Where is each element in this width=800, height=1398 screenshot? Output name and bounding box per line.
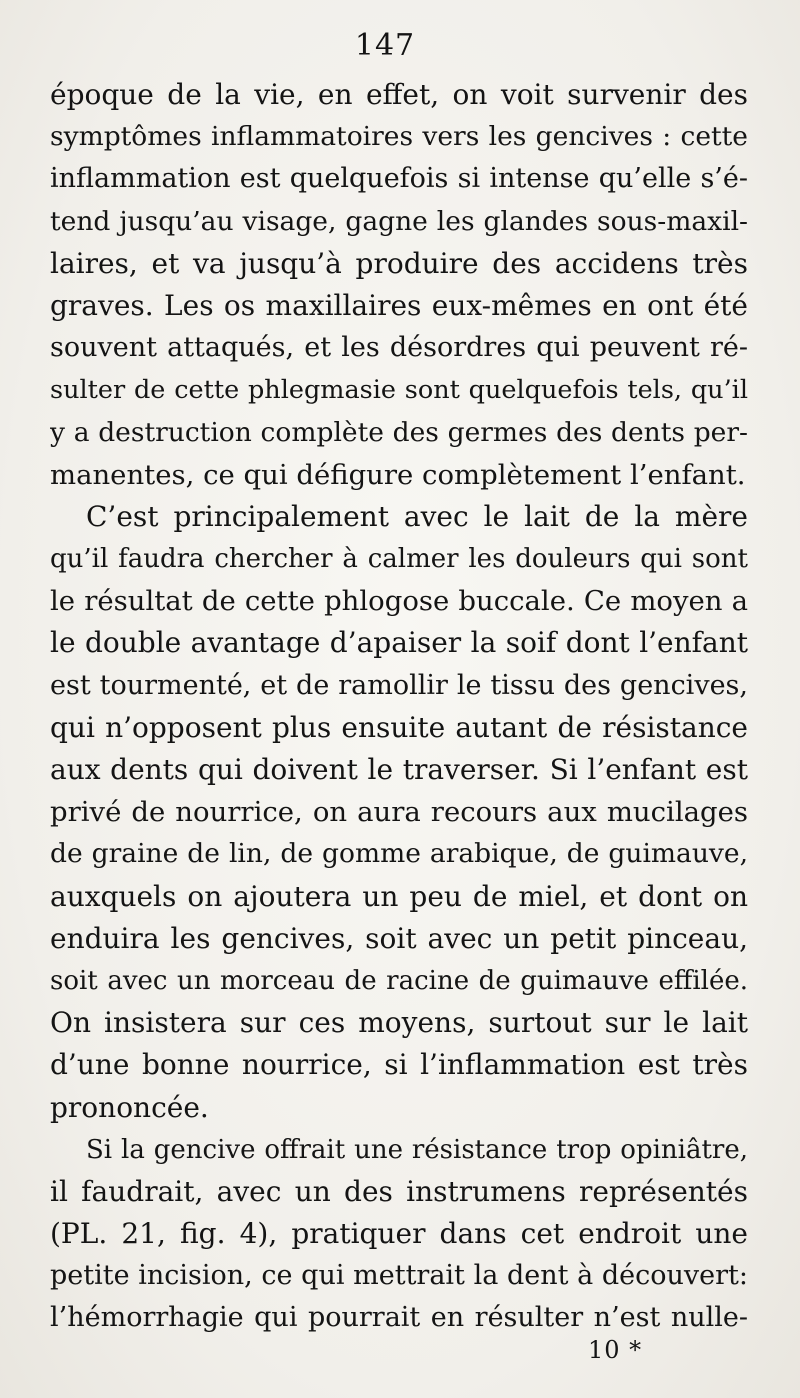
text-line: qu’il faudra chercher à calmer les douleurs qui sont xyxy=(50,544,748,575)
text-line: l’hémorrhagie qui pourrait en résulter n’est nulle- xyxy=(50,1302,748,1334)
text-line: graves. Les os maxillaires eux-mêmes en ont été xyxy=(50,288,748,322)
text-line: le double avantage d’apaiser la soif dont l’enfant xyxy=(50,626,748,660)
text-line: époque de la vie, en effet, on voit survenir des xyxy=(50,78,748,111)
text-line: est tourmenté, et de ramollir le tissu des gencives, xyxy=(50,669,748,701)
text-line: il faudrait, avec un des instrumens représentés xyxy=(50,1174,748,1208)
body-text xyxy=(50,74,748,1340)
text-line: auxquels on ajoutera un peu de miel, et dont on xyxy=(50,879,748,913)
text-line: sulter de cette phlegmasie sont quelquefois tels, qu’il xyxy=(50,375,748,406)
text-line: manentes, ce qui défigure complètement l’enfant. xyxy=(50,458,746,491)
text-line: aux dents qui doivent le traverser. Si l’enfant est xyxy=(50,753,748,786)
text-line: C’est principalement avec le lait de la mère xyxy=(86,499,748,533)
text-line: prononcée. xyxy=(50,1090,209,1124)
text-line: symptômes inflammatoires vers les gencives : cette xyxy=(50,121,748,153)
text-line: qui n’opposent plus ensuite autant de résistance xyxy=(50,710,748,744)
text-line: enduira les gencives, soit avec un petit pinceau, xyxy=(50,921,748,955)
text-line: souvent attaqués, et les désordres qui peuvent ré- xyxy=(50,332,748,364)
text-line: (PL. 21, fig. 4), pratiquer dans cet endroit une xyxy=(50,1217,748,1251)
text-line: tend jusqu’au visage, gagne les glandes sous-maxil- xyxy=(50,205,748,237)
signature-mark: 10 * xyxy=(588,1336,643,1364)
text-line: d’une bonne nourrice, si l’inflammation est très xyxy=(50,1048,748,1082)
text-line: y a destruction complète des germes des dents per- xyxy=(50,416,748,448)
text-line: laires, et va jusqu’à produire des accidens très xyxy=(50,246,748,280)
text-line: soit avec un morceau de racine de guimauve effilée. xyxy=(50,965,748,996)
text-line: Si la gencive offrait une résistance trop opiniâtre, xyxy=(86,1134,748,1165)
text-line: petite incision, ce qui mettrait la dent à découvert: xyxy=(50,1260,748,1292)
text-line: On insistera sur ces moyens, surtout sur le lait xyxy=(50,1006,748,1040)
page-number: 147 xyxy=(354,28,416,63)
text-line: privé de nourrice, on aura recours aux mucilages xyxy=(50,796,748,829)
text-line: de graine de lin, de gomme arabique, de guimauve, xyxy=(50,838,748,870)
text-line: le résultat de cette phlogose buccale. Ce moyen a xyxy=(50,585,748,618)
text-line: inflammation est quelquefois si intense qu’elle s’é- xyxy=(50,163,748,195)
